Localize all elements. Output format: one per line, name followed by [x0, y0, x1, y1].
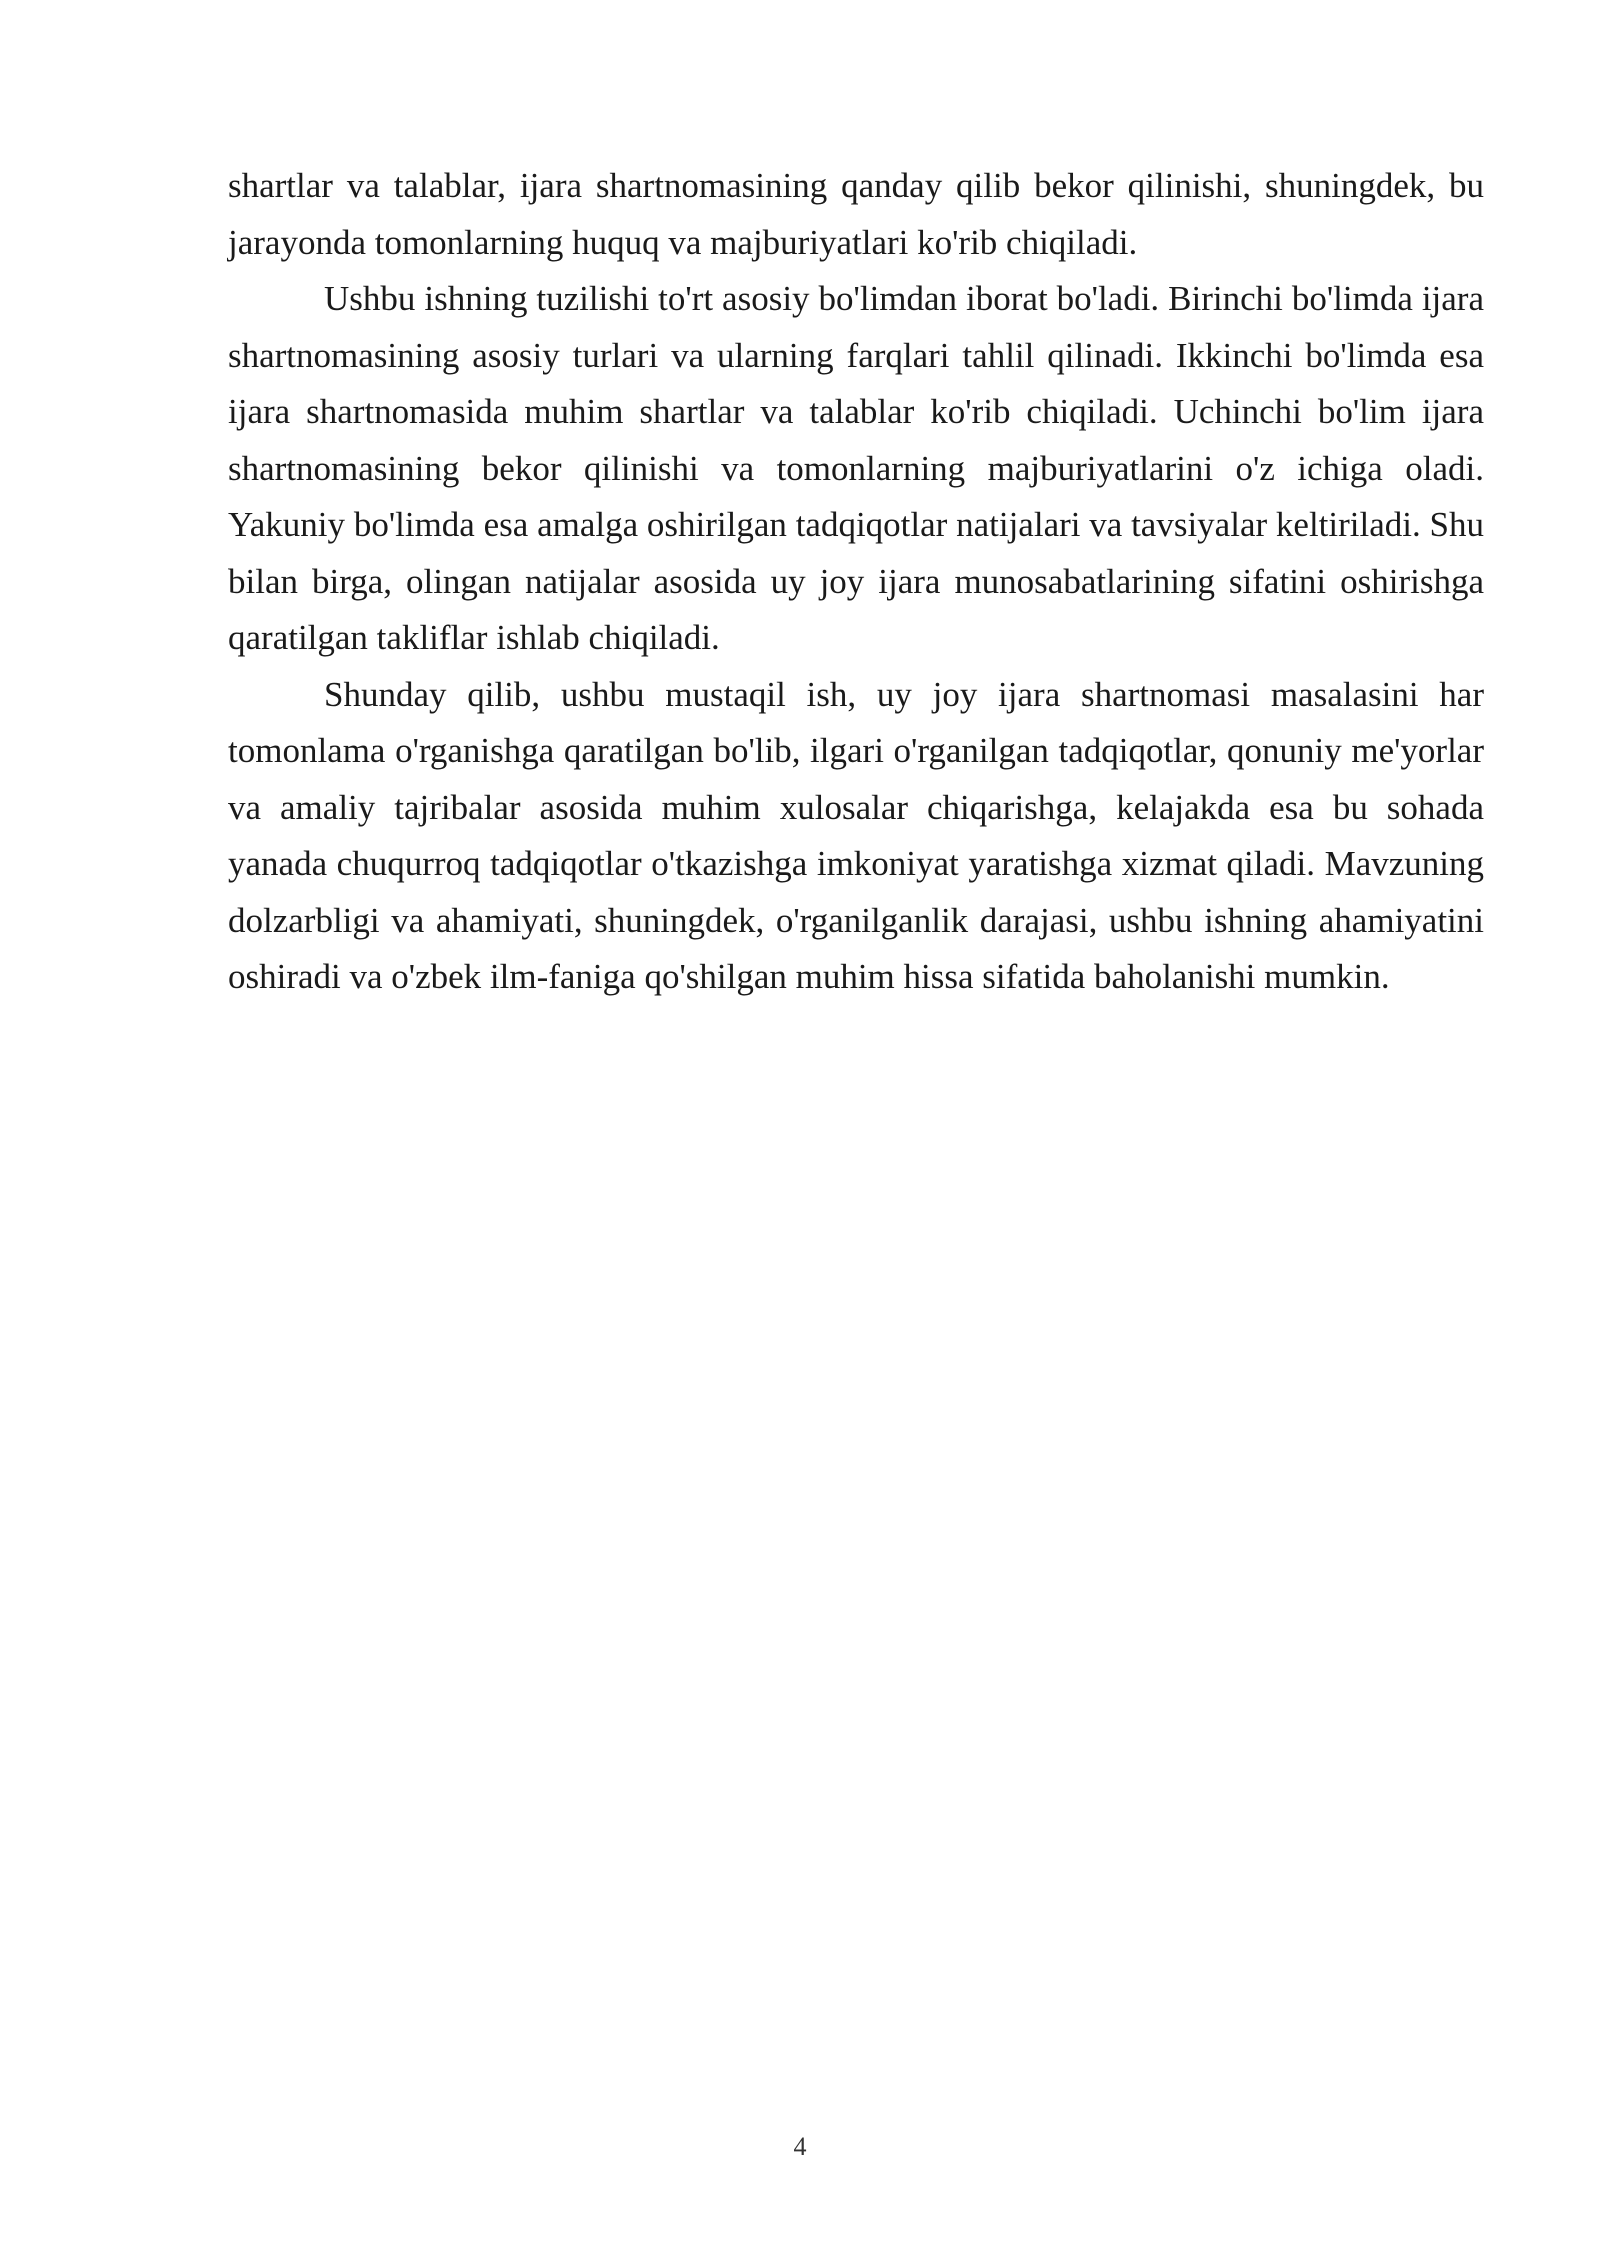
body-text [228, 158, 1484, 1006]
paragraph-continuation: shartlar va talablar, ijara shartnomasining qanday qilib bekor qilinishi, shuningdek, bu jarayonda tomonlarning huquq va majburiyatlari ko'rib chiqiladi. [228, 166, 1484, 262]
paragraph-conclusion: Shunday qilib, ushbu mustaqil ish, uy joy ijara shartnomasi masalasini har tomonlama o'rganishga qaratilgan bo'lib, ilgari o'rganilgan tadqiqotlar, qonuniy me'yorlar va amaliy tajribalar asosida muhim xulosalar chiqarishga, kelajakda esa bu sohada yanada chuqurroq tadqiqotlar o'tkazishga imkoniyat yaratishga xizmat qiladi. Mavzuning dolzarbligi va ahamiyati, shuningdek, o'rganilganlik darajasi, ushbu ishning ahamiyatini oshiradi va o'zbek ilm-faniga qo'shilgan muhim hissa sifatida baholanishi mumkin. [228, 674, 1484, 996]
paragraph-structure: Ushbu ishning tuzilishi to'rt asosiy bo'limdan iborat bo'ladi. Birinchi bo'limda ijara shartnomasining asosiy turlari va ularning farqlari tahlil qilinadi. Ikkinchi bo'limda esa ijara shartnomasida muhim shartlar va talablar ko'rib chiqiladi. Uchinchi bo'lim ijara shartnomasining bekor qilinishi va tomonlarning majburiyatlarini o'z ichiga oladi. Yakuniy bo'limda esa amalga oshirilgan tadqiqotlar natijalari va tavsiyalar keltiriladi. Shu bilan birga, olingan natijalar asosida uy joy ijara munosabatlarining sifatini oshirishga qaratilgan takliflar ishlab chiqiladi. [228, 279, 1484, 657]
page-number: 4 [793, 2132, 807, 2161]
